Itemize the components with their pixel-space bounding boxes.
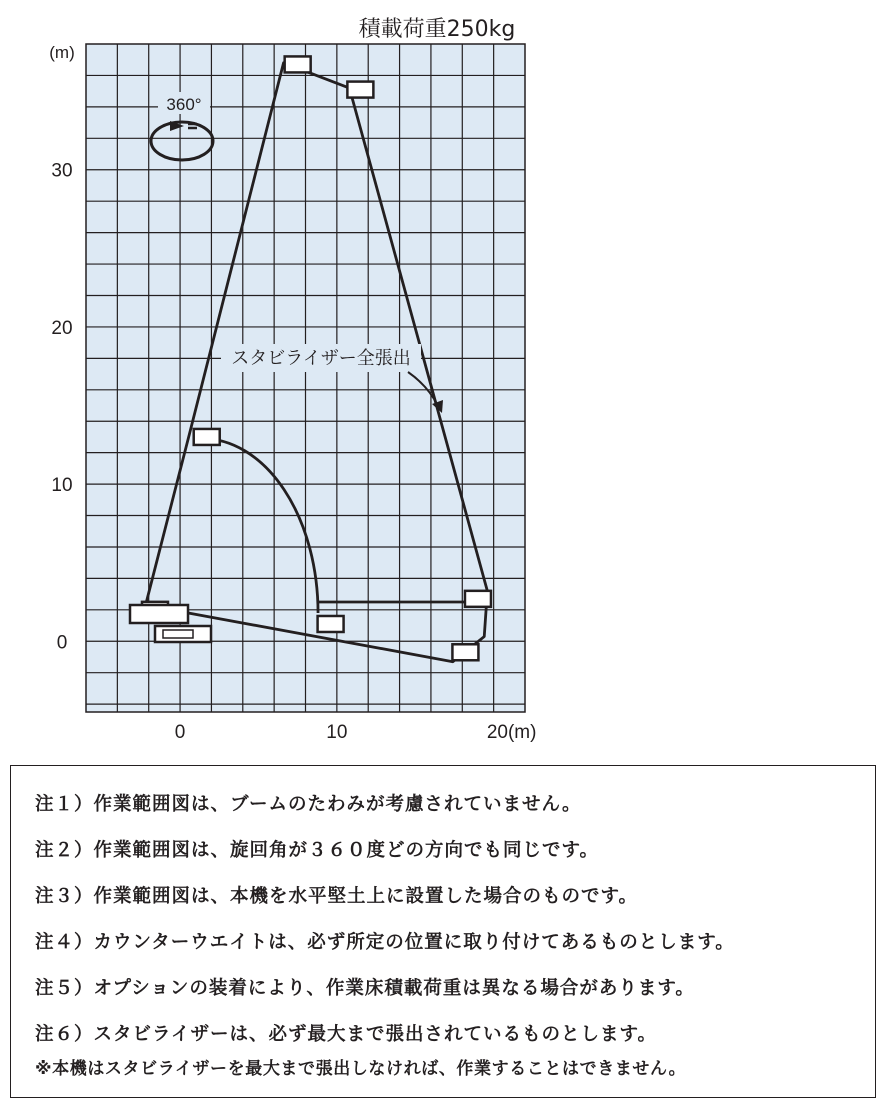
note-2: 注２）作業範囲図は、旋回角が３６０度どの方向でも同じです。 [35, 840, 600, 861]
x-tick-label: 20(m) [486, 722, 537, 743]
y-tick-label: 20 [51, 317, 73, 339]
platform-marker [285, 56, 311, 72]
platform-marker [465, 591, 491, 607]
note-3: 注３）作業範囲図は、本機を水平堅土上に設置した場合のものです。 [35, 886, 639, 907]
platform-marker [318, 616, 344, 632]
y-tick-label: 10 [51, 475, 73, 497]
platform-marker [194, 429, 220, 445]
note-1: 注１）作業範囲図は、ブームのたわみが考慮されていません。 [35, 794, 582, 815]
platform-marker [347, 82, 373, 98]
note-footer: ※本機はスタビライザーを最大まで張出しなければ、作業することはできません。 [35, 1059, 687, 1079]
y-unit-label: (m) [49, 43, 75, 62]
note-6: 注６）スタビライザーは、必ず最大まで張出されているものとします。 [35, 1024, 657, 1045]
y-tick-label: 0 [56, 632, 68, 654]
y-axis-ticks [51, 161, 72, 654]
chart-title: 積載荷重250kg [358, 17, 516, 42]
x-tick-label: 0 [174, 722, 186, 743]
platform-marker [452, 644, 478, 660]
x-axis-ticks [175, 722, 537, 743]
note-5: 注５）オプションの装着により、作業床積載荷重は異なる場合があります。 [35, 978, 695, 999]
rotation-label: 360° [166, 95, 202, 114]
x-tick-label: 10 [326, 722, 348, 743]
y-tick-label: 30 [51, 160, 73, 182]
note-4: 注４）カウンターウエイトは、必ず所定の位置に取り付けてあるものとします。 [35, 932, 735, 953]
notes-panel [10, 765, 876, 1098]
envelope-label: スタビライザー全張出 [231, 348, 411, 369]
